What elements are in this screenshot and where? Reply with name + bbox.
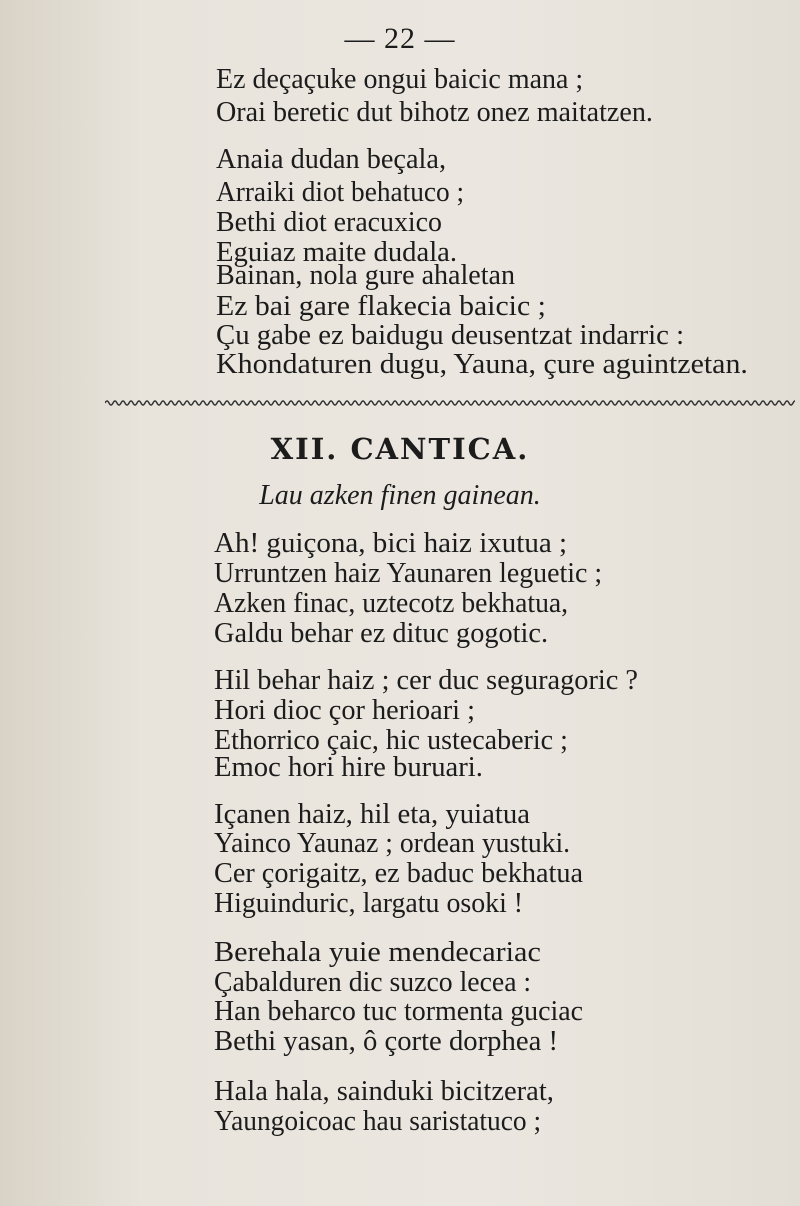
verse-line: Cer çorigaitz, ez baduc bekhatua [214,857,583,889]
verse-line: Anaia dudan beçala, [216,143,447,175]
verse-line: Hil behar haiz ; cer duc seguragoric ? [214,664,639,696]
verse-line: Bethi diot eracuxico [216,206,442,238]
verse-line: Yainco Yaunaz ; ordean yustuki. [214,827,571,859]
verse-line: Arraiki diot behatuco ; [216,176,465,208]
section-subtitle: Lau azken finen gainean. [259,480,541,511]
verse-line: Ethorrico çaic, hic ustecaberic ; [214,724,568,756]
verse-line: Ez deçaçuke ongui baicic mana ; [216,63,584,95]
verse-line: Emoc hori hire buruari. [214,751,483,783]
verse-line: Khondaturen dugu, Yauna, çure aguintzetan. [216,348,748,380]
verse-line: Han beharco tuc tormenta guciac [214,995,584,1027]
verse-line: Galdu behar ez dituc gogotic. [214,617,549,649]
verse-line: Higuinduric, largatu osoki ! [214,887,524,919]
verse-line: Bainan, nola gure ahaletan [216,259,515,291]
verse-line: Eguiaz maite dudala. [216,236,458,268]
verse-line: Ah! guiçona, bici haiz ixutua ; [214,527,568,559]
verse-line: Içanen haiz, hil eta, yuiatua [214,798,530,830]
section-title: XII. CANTICA. [270,432,530,466]
verse-line: Çu gabe ez baidugu deusentzat indarric : [216,319,685,351]
verse-line: Ez bai gare flakecia baicic ; [216,290,546,322]
verse-line: Azken finac, uztecotz bekhatua, [214,587,569,619]
verse-line: Hala hala, sainduki bicitzerat, [214,1075,554,1107]
page-number: — 22 — [344,22,456,55]
decorative-wavy-rule [105,398,795,408]
verse-line: Urruntzen haiz Yaunaren leguetic ; [214,557,603,589]
verse-line: Orai beretic dut bihotz onez maitatzen. [216,96,653,128]
verse-line: Bethi yasan, ô çorte dorphea ! [214,1025,559,1057]
verse-line: Berehala yuie mendecariac [214,936,541,968]
verse-line: Hori dioc çor herioari ; [214,694,475,726]
verse-line: Çabalduren dic suzco lecea : [214,966,532,998]
verse-line: Yaungoicoac hau saristatuco ; [214,1105,542,1137]
